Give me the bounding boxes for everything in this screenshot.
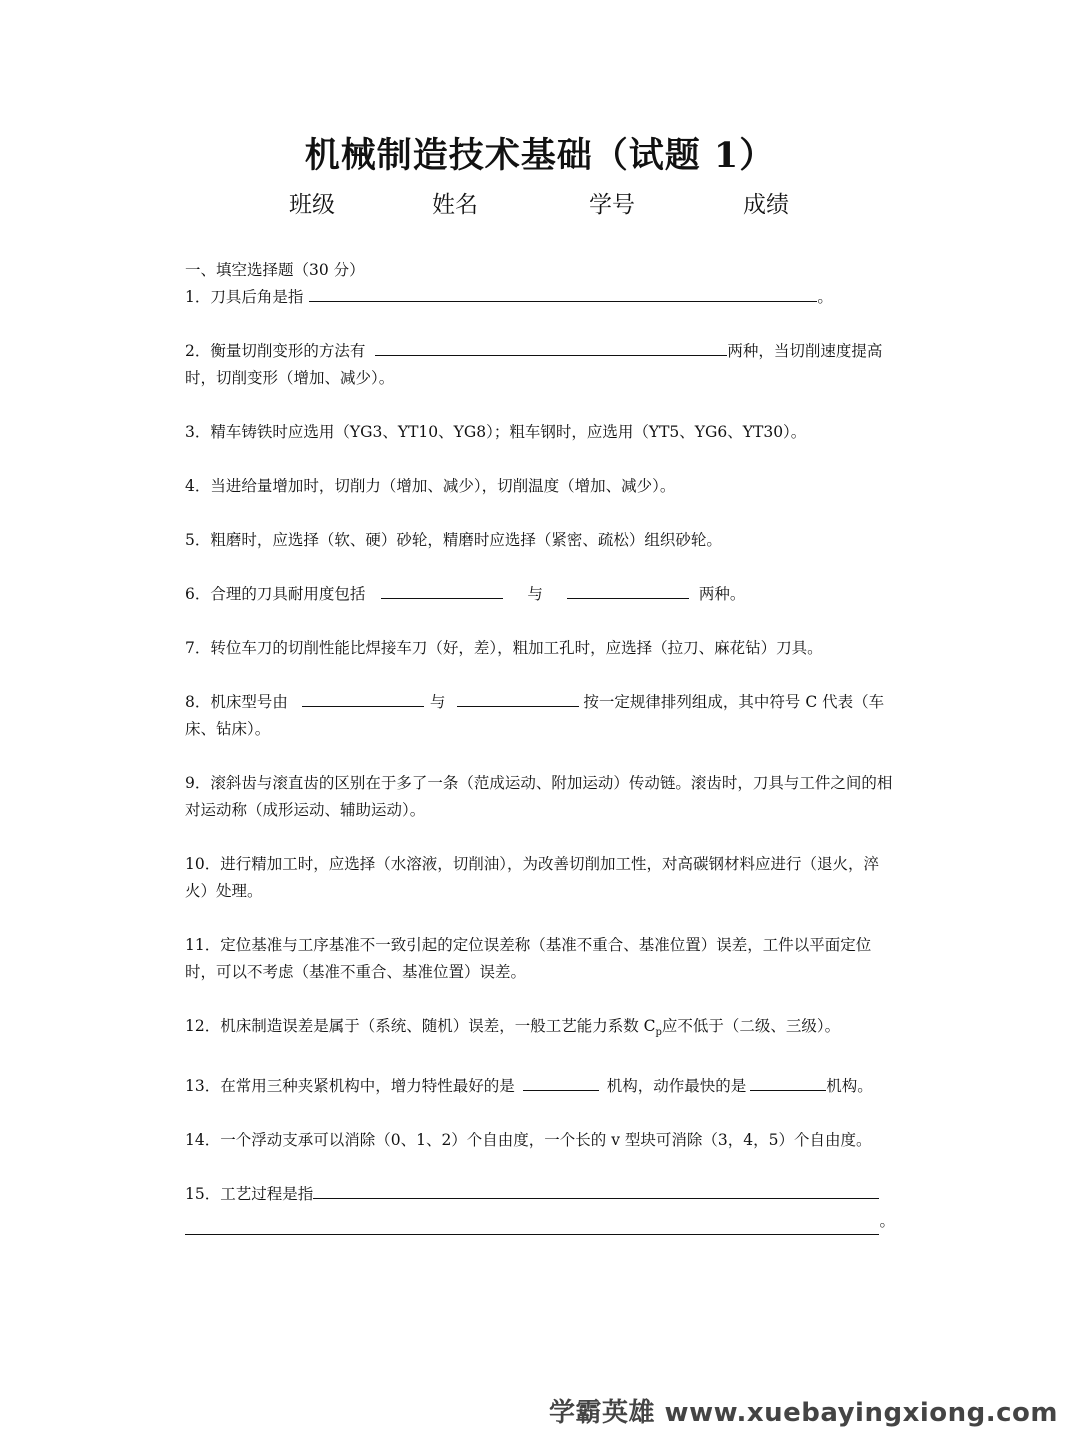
- question-15: [185, 1181, 895, 1208]
- question-2-text-b: 两种，当切削速度提高时，切削变形（增加、减少）。: [185, 342, 883, 387]
- question-5: 5．粗磨时，应选择（软、硬）砂轮，精磨时应选择（紧密、疏松）组织砂轮。: [185, 531, 722, 549]
- question-4: 4．当进给量增加时，切削力（增加、减少），切削温度（增加、减少）。: [185, 477, 676, 495]
- name-label: 姓名: [432, 192, 478, 218]
- question-14: 14．一个浮动支承可以消除（0、1、2）个自由度，一个长的 v 型块可消除（3，4，5）个自由度。: [185, 1131, 872, 1150]
- question-8: [185, 689, 895, 743]
- question-13-text-b: 机构，动作最快的是: [606, 1077, 747, 1096]
- answer-blank[interactable]: [309, 286, 817, 303]
- question-15-text: 15．工艺过程是指: [185, 1185, 314, 1204]
- page-title: 机械制造技术基础（试题 1）: [304, 135, 776, 176]
- question-2-text-a: 2．衡量切削变形的方法有: [185, 342, 366, 360]
- question-6: [185, 581, 895, 608]
- question-10: 10．进行精加工时，应选择（水溶液，切削油），为改善切削加工性，对高碳钢材料应进行（退火，淬火）处理。: [185, 855, 879, 900]
- score-label: 成绩: [743, 192, 789, 218]
- section-title: 一、填空选择题（30 分）: [185, 261, 365, 279]
- question-7: 7．转位车刀的切削性能比焊接车刀（好，差），粗加工孔时，应选择（拉刀、麻花钻）刀具。: [185, 639, 823, 657]
- answer-blank[interactable]: [302, 691, 424, 708]
- watermark: 学霸英雄 www.xuebayingxiong.com: [549, 1398, 1058, 1428]
- subscript-p: p: [655, 1027, 662, 1039]
- question-13-text-a: 13．在常用三种夹紧机构中，增力特性最好的是: [185, 1077, 515, 1096]
- student-info-row: [0, 186, 1080, 226]
- answer-blank[interactable]: [457, 691, 579, 708]
- answer-blank[interactable]: [313, 1183, 879, 1200]
- question-12-text-a: 12．机床制造误差是属于（系统、随机）误差，一般工艺能力系数 C: [185, 1017, 656, 1035]
- exam-content: [185, 257, 895, 1235]
- question-12: [185, 1013, 895, 1046]
- class-label: 班级: [289, 192, 335, 218]
- question-15-line-2: [185, 1208, 895, 1235]
- question-3: 3．精车铸铁时应选用（YG3、YT10、YG8）；粗车钢时，应选用（YT5、YG6、YT30）。: [185, 423, 807, 441]
- question-6-text-a: 6．合理的刀具耐用度包括: [185, 585, 366, 603]
- answer-blank[interactable]: [523, 1075, 599, 1092]
- question-1-text: 1．刀具后角是指: [185, 288, 304, 306]
- answer-blank[interactable]: [185, 1219, 879, 1236]
- answer-blank[interactable]: [381, 583, 503, 600]
- question-1: [185, 284, 895, 311]
- answer-blank[interactable]: [375, 340, 727, 357]
- question-13: [185, 1073, 895, 1100]
- answer-blank[interactable]: [567, 583, 689, 600]
- question-2: [185, 338, 895, 392]
- question-6-text-b: 与: [527, 585, 543, 603]
- question-6-text-c: 两种。: [698, 585, 746, 603]
- question-11: 11．定位基准与工序基准不一致引起的定位误差称（基准不重合、基准位置）误差，工件以平面定位时，可以不考虑（基准不重合、基准位置）误差。: [185, 936, 872, 981]
- question-1-end: 。: [817, 288, 833, 306]
- question-8-text-c: 按一定规律排列组成，其中符号 C 代表（车床、钻床）。: [185, 693, 885, 738]
- student-id-label: 学号: [589, 192, 635, 218]
- question-8-text-b: 与: [429, 693, 446, 711]
- question-9: 9．滚斜齿与滚直齿的区别在于多了一条（范成运动、附加运动）传动链。滚齿时，刀具与工件之间的相对运动称（成形运动、辅助运动）。: [185, 774, 893, 819]
- question-13-text-c: 机构。: [826, 1077, 873, 1096]
- question-12-text-b: 应不低于（二级、三级）。: [661, 1017, 841, 1035]
- question-15-end: 。: [879, 1212, 895, 1231]
- question-8-text-a: 8．机床型号由: [185, 693, 288, 711]
- answer-blank[interactable]: [750, 1075, 826, 1092]
